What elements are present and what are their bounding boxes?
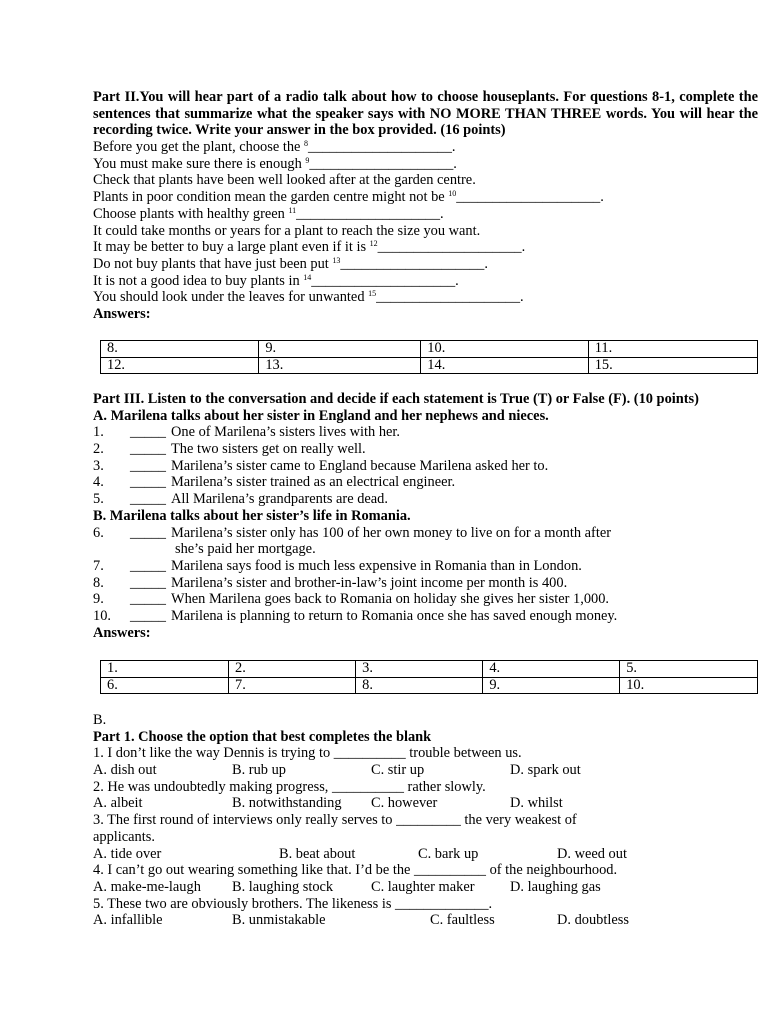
statement-text: Marilena’s sister only has 100 of her own money to live on for a month after — [171, 524, 612, 541]
answer-cell[interactable]: 14. — [421, 357, 588, 374]
question-text: 4. I can’t go out wearing something like that. I’d be the __________ of the neighbourhood. — [93, 862, 618, 879]
tf-answer-blank[interactable]: _____ — [130, 474, 166, 491]
question-stem — [93, 779, 758, 796]
answer-option[interactable]: B. rub up — [232, 762, 286, 779]
statement-item — [93, 424, 758, 441]
sentence-text: Do not buy plants that have just been put — [93, 255, 333, 272]
sentence-text: You must make sure there is enough — [93, 155, 306, 172]
options-row — [93, 912, 758, 929]
sentence-text: Plants in poor condition mean the garden centre might not be — [93, 189, 449, 206]
section-b — [93, 712, 758, 929]
tf-answer-blank[interactable]: _____ — [130, 524, 166, 541]
sentence-line — [93, 223, 758, 240]
answer-cell[interactable]: 9. — [259, 341, 421, 358]
sentence-line — [93, 189, 758, 206]
answer-option[interactable]: B. unmistakable — [232, 912, 326, 929]
sentence-text: It could take months or years for a plant to reach the size you want. — [93, 222, 481, 239]
question-number: 12 — [369, 239, 378, 249]
answer-cell[interactable]: 6. — [101, 677, 229, 694]
answer-cell[interactable]: 12. — [101, 357, 259, 374]
sentence-text: Before you get the plant, choose the — [93, 139, 304, 156]
answer-cell[interactable]: 8. — [356, 677, 483, 694]
answer-cell[interactable]: 11. — [588, 341, 757, 358]
sentence-line — [93, 256, 758, 273]
statement-number: 5. — [93, 491, 104, 508]
question-stem — [93, 896, 758, 913]
sentence-text: Choose plants with healthy green — [93, 205, 289, 222]
sentence-text: Check that plants have been well looked after at the garden centre. — [93, 172, 476, 189]
answer-option[interactable]: C. stir up — [371, 762, 425, 779]
answer-blank[interactable]: ____________________. — [376, 289, 524, 306]
sentence-line — [93, 139, 758, 156]
part3-answers-label: Answers: — [93, 624, 151, 641]
sentence-line — [93, 172, 758, 189]
answer-blank[interactable]: ____________________. — [311, 272, 459, 289]
tf-answer-blank[interactable]: _____ — [130, 441, 166, 458]
tf-answer-blank[interactable]: _____ — [130, 424, 166, 441]
question-number: 10 — [448, 189, 457, 199]
answer-cell[interactable]: 10. — [421, 341, 588, 358]
statement-text: Marilena says food is much less expensive in Romania than in London. — [171, 557, 582, 574]
statement-text-cont: she’s paid her mortgage. — [175, 541, 316, 558]
options-row — [93, 762, 758, 779]
question-text-cont: applicants. — [93, 828, 155, 845]
answer-blank[interactable]: ____________________. — [309, 155, 457, 172]
answer-option[interactable]: C. bark up — [418, 845, 479, 862]
sentence-line — [93, 273, 758, 290]
tf-answer-blank[interactable]: _____ — [130, 607, 166, 624]
tf-answer-blank[interactable]: _____ — [130, 457, 166, 474]
answer-cell[interactable]: 5. — [620, 661, 758, 678]
answer-cell[interactable]: 1. — [101, 661, 229, 678]
answer-option[interactable]: D. laughing gas — [510, 878, 601, 895]
sentence-line — [93, 239, 758, 256]
statement-text: All Marilena’s grandparents are dead. — [171, 491, 388, 508]
answer-option[interactable]: A. infallible — [93, 912, 163, 929]
answer-cell[interactable]: 3. — [356, 661, 483, 678]
answer-option[interactable]: C. laughter maker — [371, 878, 475, 895]
statement-number: 2. — [93, 441, 104, 458]
sentence-line — [93, 156, 758, 173]
tf-answer-blank[interactable]: _____ — [130, 591, 166, 608]
question-stem — [93, 812, 758, 829]
question-stem-cont — [93, 829, 758, 846]
part3-section-a-heading: A. Marilena talks about her sister in England and her nephews and nieces. — [93, 407, 549, 424]
options-row — [93, 846, 758, 863]
statement-number: 7. — [93, 557, 104, 574]
question-text: 5. These two are obviously brothers. The likeness is _____________. — [93, 895, 493, 912]
answer-option[interactable]: A. make-me-laugh — [93, 878, 201, 895]
statement-item — [93, 441, 758, 458]
part2-answer-table — [100, 340, 758, 374]
section-b-heading: Part 1. Choose the option that best completes the blank — [93, 728, 432, 745]
question-number: 8 — [304, 139, 308, 149]
statement-text: Marilena is planning to return to Romania once she has saved enough money. — [171, 607, 618, 624]
answer-option[interactable]: A. albeit — [93, 795, 143, 812]
question-stem — [93, 745, 758, 762]
answer-option[interactable]: D. doubtless — [557, 912, 629, 929]
question-text: 2. He was undoubtedly making progress, __________ rather slowly. — [93, 778, 486, 795]
answer-row — [101, 341, 758, 358]
answer-cell[interactable]: 13. — [259, 357, 421, 374]
answer-row — [101, 677, 758, 694]
statement-item — [93, 608, 758, 625]
question-number: 14 — [303, 272, 312, 282]
answer-option[interactable]: B. notwithstanding — [232, 795, 342, 812]
sentence-text: You should look under the leaves for unwanted — [93, 289, 369, 306]
answer-blank[interactable]: ____________________. — [456, 189, 604, 206]
tf-answer-blank[interactable]: _____ — [130, 557, 166, 574]
statement-number: 6. — [93, 524, 104, 541]
answer-cell[interactable]: 10. — [620, 677, 758, 694]
statement-item — [93, 491, 758, 508]
answer-option[interactable]: C. however — [371, 795, 438, 812]
statement-number: 3. — [93, 457, 104, 474]
answer-option[interactable]: A. tide over — [93, 845, 162, 862]
statement-text: Marilena’s sister trained as an electrical engineer. — [171, 474, 456, 491]
tf-answer-blank[interactable]: _____ — [130, 574, 166, 591]
section-b-label: B. — [93, 712, 107, 728]
statement-text: When Marilena goes back to Romania on holiday she gives her sister 1,000. — [171, 591, 610, 608]
answer-option[interactable]: D. spark out — [510, 762, 581, 779]
question-number: 11 — [288, 205, 297, 215]
question-text: 1. I don’t like the way Dennis is trying to __________ trouble between us. — [93, 745, 522, 762]
answer-cell[interactable]: 15. — [588, 357, 757, 374]
statement-item — [93, 575, 758, 592]
answer-row — [101, 661, 758, 678]
sentence-line — [93, 206, 758, 223]
answer-cell[interactable]: 2. — [229, 661, 356, 678]
question-number: 15 — [368, 289, 377, 299]
question-text: 3. The first round of interviews only really serves to _________ the very weakest of — [93, 812, 577, 829]
answer-blank[interactable]: ____________________. — [377, 239, 526, 256]
statement-continuation — [93, 541, 758, 558]
part2-answers-label: Answers: — [93, 305, 151, 322]
statement-number: 4. — [93, 474, 104, 491]
options-row — [93, 795, 758, 812]
statement-number: 1. — [93, 424, 104, 441]
tf-answer-blank[interactable]: _____ — [130, 491, 166, 508]
answer-cell[interactable]: 8. — [101, 341, 259, 358]
part3-heading: Part III. Listen to the conversation and decide if each statement is True (T) or False (F). (10 points) — [93, 391, 699, 407]
options-row — [93, 879, 758, 896]
answer-cell[interactable]: 4. — [483, 661, 620, 678]
question-number: 13 — [332, 255, 341, 265]
statement-text: Marilena’s sister and brother-in-law’s joint income per month is 400. — [171, 574, 568, 591]
part2-section — [93, 89, 758, 323]
statement-item — [93, 458, 758, 475]
part2-heading: Part II.You will hear part of a radio talk about how to choose houseplants. For questions 8-1, complete the sentences that summarize what the speaker says with NO MORE THAN THREE words. You will hear the recording twice. Write your answer in the box provided. (16 points) — [93, 89, 758, 139]
question-number: 9 — [305, 155, 310, 165]
statement-text: Marilena’s sister came to England because Marilena asked her to. — [171, 457, 549, 474]
statement-number: 9. — [93, 591, 104, 608]
statement-item — [93, 591, 758, 608]
sentence-text: It may be better to buy a large plant even if it is — [93, 239, 370, 256]
statement-number: 10. — [93, 607, 111, 624]
answer-blank[interactable]: ____________________. — [308, 139, 456, 156]
answer-cell[interactable]: 9. — [483, 677, 620, 694]
sentence-text: It is not a good idea to buy plants in — [93, 272, 304, 289]
statement-text: The two sisters get on really well. — [171, 441, 366, 458]
answer-blank[interactable]: ____________________. — [296, 205, 444, 222]
answer-option[interactable]: C. faultless — [430, 912, 495, 929]
part3-answer-table — [100, 660, 758, 694]
part3-section-b-heading: B. Marilena talks about her sister’s life in Romania. — [93, 507, 411, 524]
sentence-line — [93, 289, 758, 306]
statement-item — [93, 474, 758, 491]
part3-section — [93, 391, 758, 641]
answer-cell[interactable]: 7. — [229, 677, 356, 694]
answer-option[interactable]: B. beat about — [279, 845, 356, 862]
statement-number: 8. — [93, 574, 104, 591]
statement-item — [93, 525, 758, 542]
answer-blank[interactable]: ____________________. — [340, 255, 488, 272]
answer-option[interactable]: B. laughing stock — [232, 878, 334, 895]
answer-row — [101, 357, 758, 374]
answer-option[interactable]: D. whilst — [510, 795, 563, 812]
statement-text: One of Marilena’s sisters lives with her. — [171, 424, 401, 441]
question-stem — [93, 862, 758, 879]
answer-option[interactable]: D. weed out — [557, 845, 627, 862]
statement-item — [93, 558, 758, 575]
answer-option[interactable]: A. dish out — [93, 762, 157, 779]
